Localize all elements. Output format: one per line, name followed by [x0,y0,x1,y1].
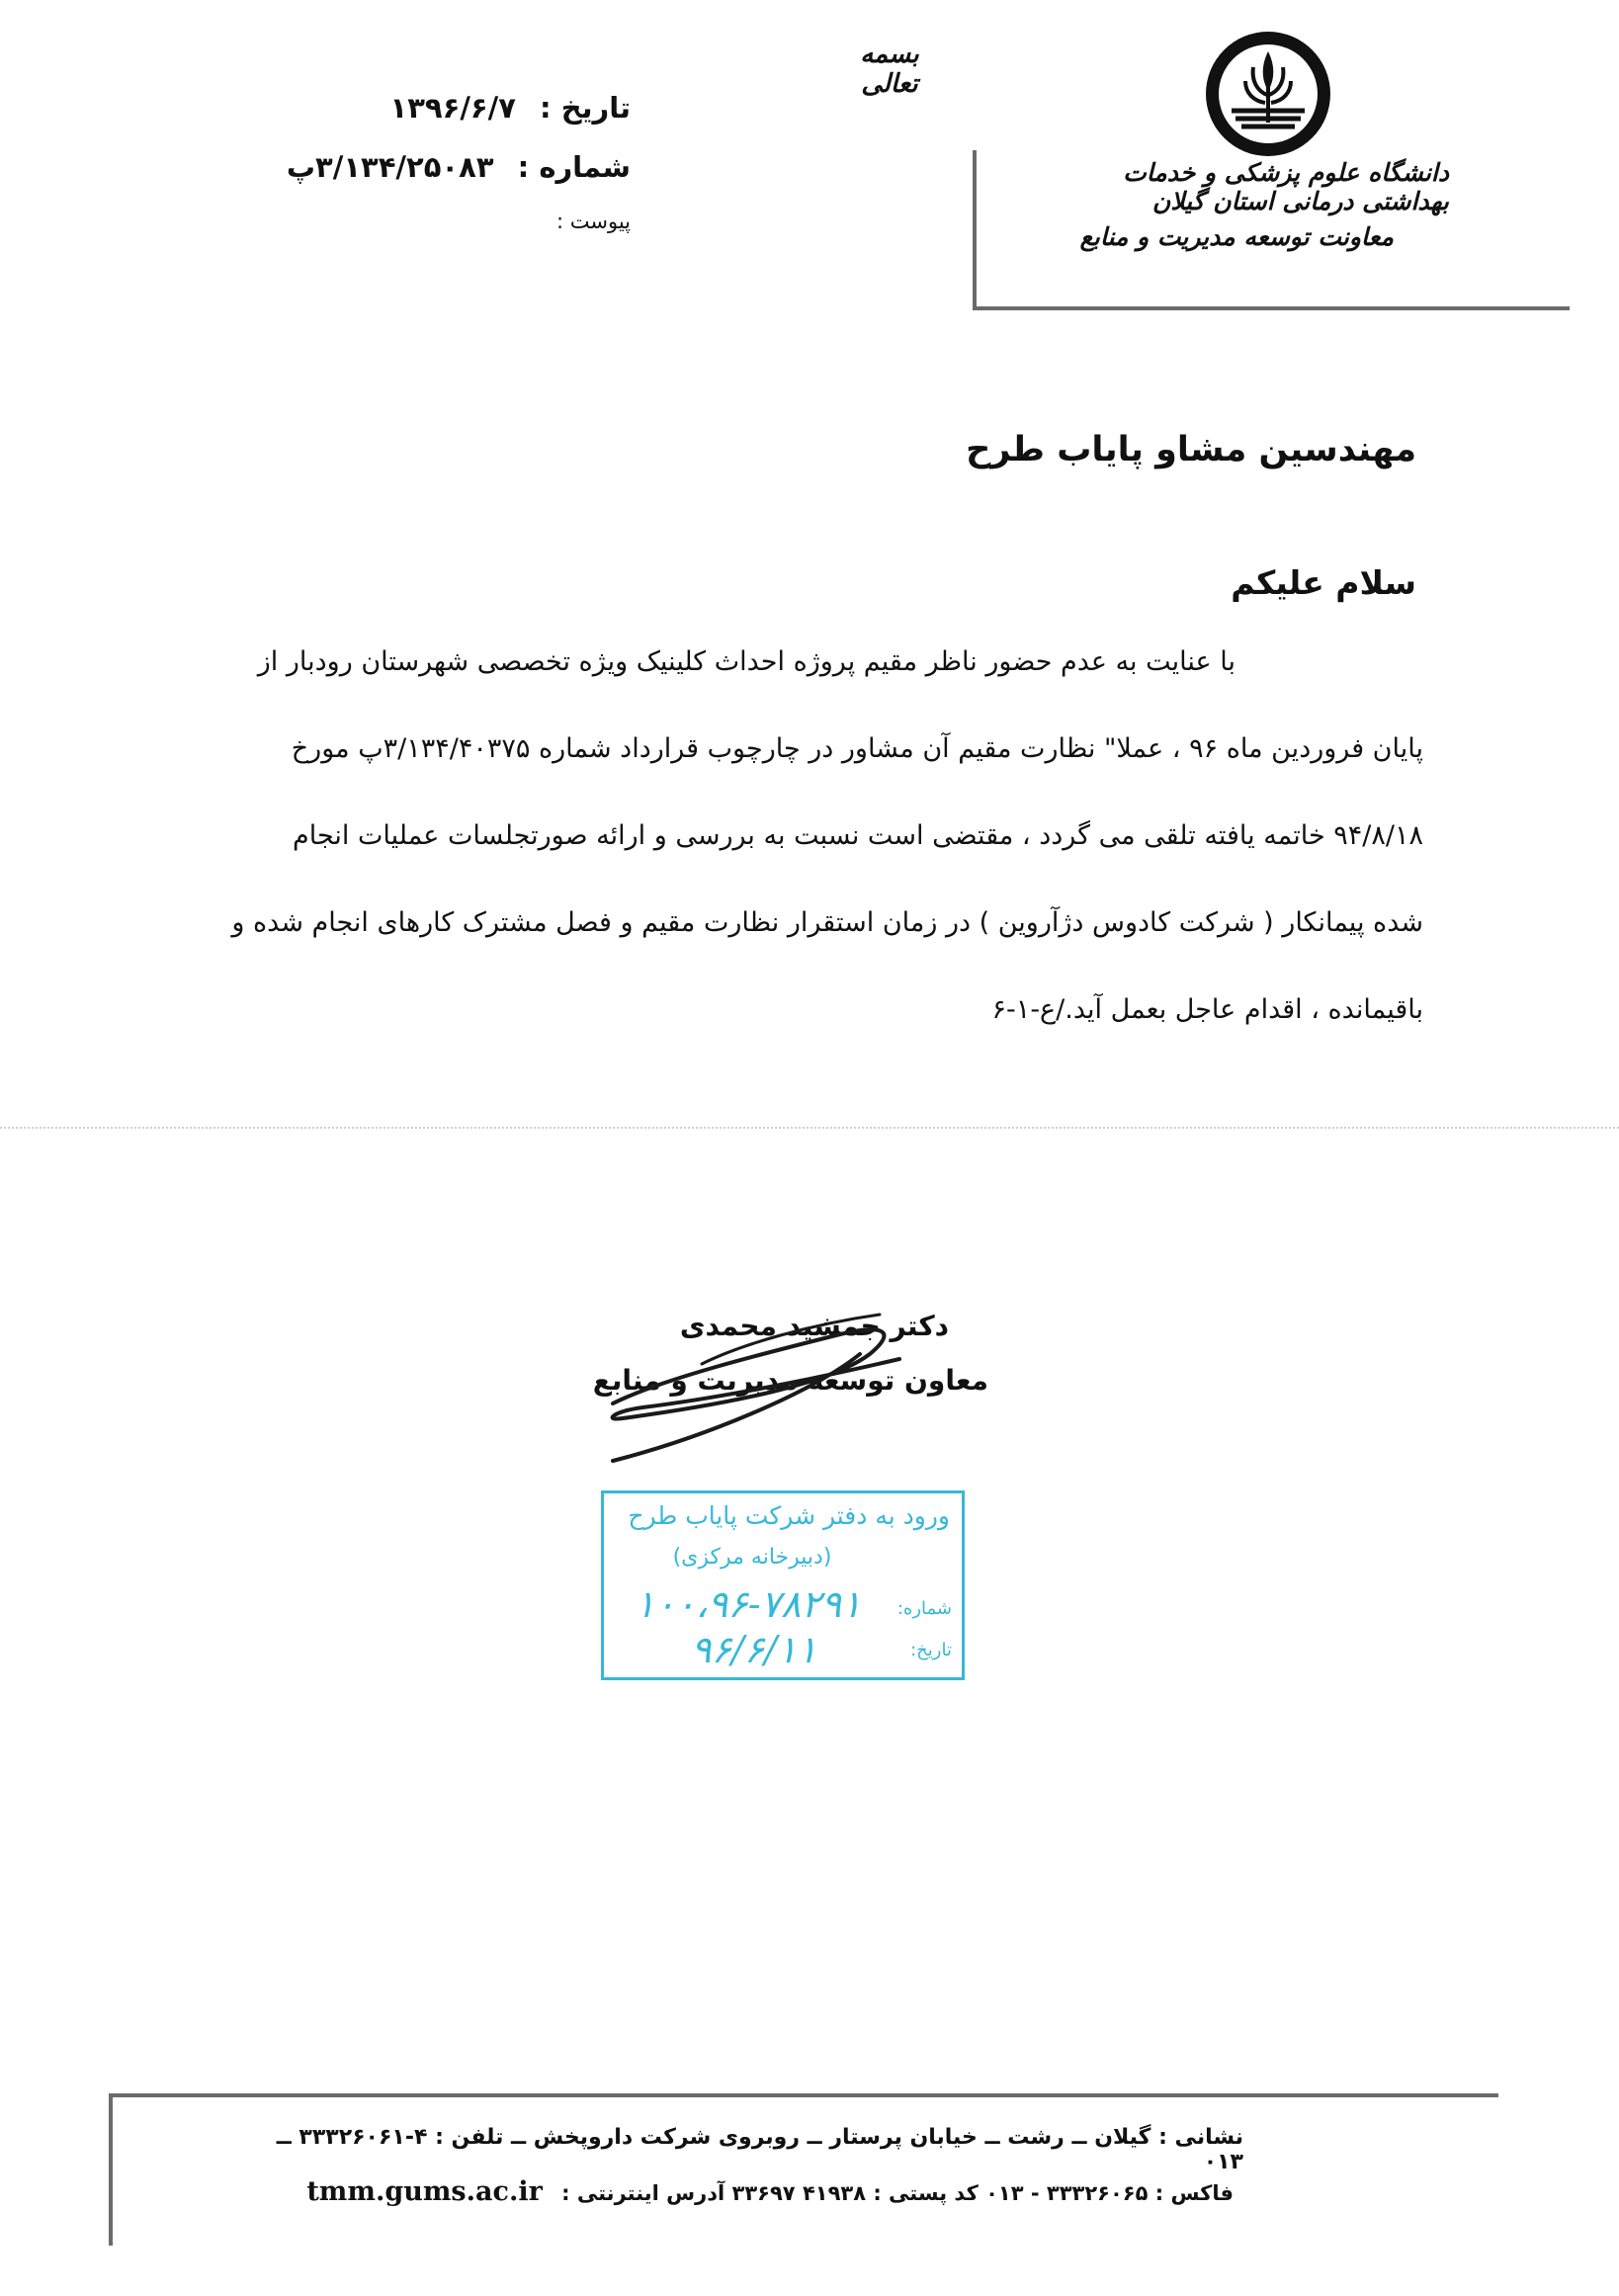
stamp-date-value: ۹۶/۶/۱۱ [691,1628,817,1671]
stamp-date-label: تاریخ: [910,1640,952,1660]
date-value: ۱۳۹۶/۶/۷ [389,91,516,125]
letter-body [178,633,1423,1067]
footer-website: tmm.gums.ac.ir [306,2176,543,2207]
footer-contact [245,2176,1234,2207]
stamp-number-label: شماره: [896,1598,952,1619]
stamp-number-value: ۱۰۰،۹۶-۷۸۲۹۱ [635,1582,862,1626]
number-row [215,150,631,184]
greeting: سلام علیکم [1231,563,1416,602]
number-value: ۳/۱۳۴/۲۵۰۸۳پ [286,150,494,184]
stamp-title: ورود به دفتر شرکت پایاب طرح [628,1501,950,1530]
footer-address: نشانی : گیلان ــ رشت ــ خیابان پرستار ــ روبروی شرکت داروپخش ــ تلفن : ۴-۳۳۳۲۶۰۶۱ ــ ۰۱۳ [276,2125,1243,2174]
attachment-row [215,210,631,233]
stamp-subtitle: (دبیرخانه مرکزی) [672,1545,832,1570]
header-frame [973,150,1570,310]
received-stamp [601,1490,965,1680]
body-line: پایان فروردین ماه ۹۶ ، عملا" نظارت مقیم آن مشاور در چارچوب قرارداد شماره ۳/۱۳۴/۴۰۳۷۵پ مورخ [291,733,1423,764]
recipient: مهندسین مشاو پایاب طرح [966,430,1416,469]
deputy-name: معاونت توسعه مدیریت و منابع [1079,222,1394,251]
number-label: شماره : [517,150,631,184]
handwritten-signature-icon [583,1285,939,1473]
date-row [215,91,631,125]
attachment-label: پیوست : [556,210,631,233]
body-line: شده پیمانکار ( شرکت کادوس دژآروین ) در زمان استقرار نظارت مقیم و فصل مشترک کارهای انجام شده و [231,907,1423,938]
date-label: تاریخ : [540,91,631,125]
footer-fax-postal: فاکس : ۳۳۳۲۶۰۶۵ - ۰۱۳ کد پستی : ۴۱۹۳۸ ۳۳۶۹۷ آدرس اینترنتی : [561,2181,1234,2205]
university-logo-icon [1202,28,1334,160]
body-line: ۹۴/۸/۱۸ خاتمه یافته تلقی می گردد ، مقتضی است نسبت به بررسی و ارائه صورتجلسات عملیات انجام [293,820,1423,851]
signer-name: دکتر جمشید محمدی [679,1310,949,1342]
university-name: دانشگاه علوم پزشکی و خدمات بهداشتی درمانی استان گیلان [1123,158,1449,215]
body-line: باقیمانده ، اقدام عاجل بعمل آید./ع-۱-۶ [991,994,1423,1025]
bismillah-heading: بسمه تعالی [860,40,919,99]
body-line: با عنایت به عدم حضور ناظر مقیم پروژه احداث کلینیک ویژه تخصصی شهرستان رودبار از [257,646,1236,677]
signer-title: معاون توسعه مدیریت و منابع [592,1364,988,1397]
fold-line [0,1127,1619,1129]
